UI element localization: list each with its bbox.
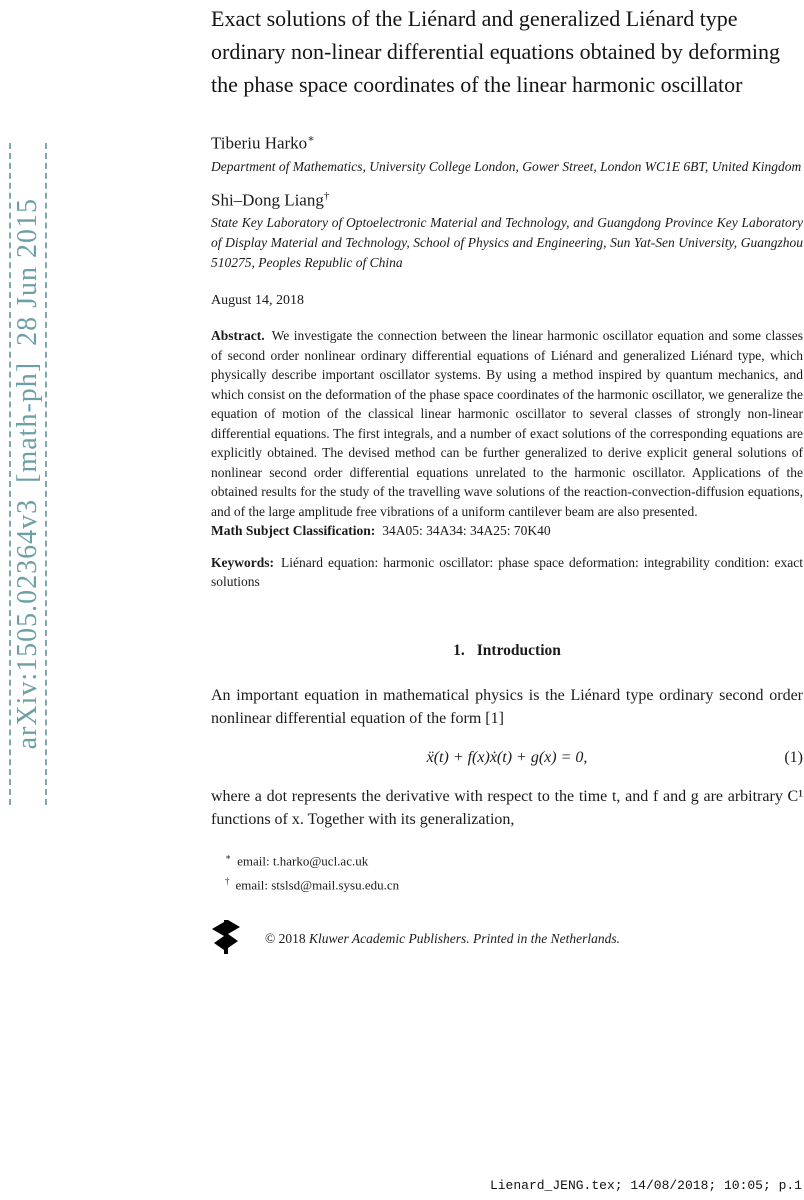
footnote-1-marker: ∗ <box>225 851 232 862</box>
msc-label: Math Subject Classification: <box>211 523 376 539</box>
abstract-text: We investigate the connection between the linear harmonic oscillator equation and some classes of second order nonlinear ordinary differential equations of Liénard and generalized Liénard type, which physically describe important oscillator systems. By using a method inspired by quantum mechanics, and which consist on the deformation of the phase space coordinates of the harmonic oscillator, we generalize the equation of motion of the classical linear harmonic oscillator to several classes of strongly non-linear differential equations. The first integrals, and a number of exact solutions of the corresponding equations are explicitly obtained. The devised method can be further generalized to derive explicit general solutions of nonlinear second order differential equations unrelated to the harmonic oscillator. Applications of the obtained results for the study of the travelling wave solutions of the reaction-convection-diffusion equations, and of the large amplitude free vibrations of a uniform cantilever beam are also presented. <box>211 328 803 519</box>
keywords-label: Keywords: <box>211 554 274 570</box>
keywords-text: Liénard equation: harmonic oscillator: phase space deformation: integrability condition: exact solutions <box>211 554 803 590</box>
footnote-2-text: email: stslsd@mail.sysu.edu.cn <box>235 877 400 893</box>
publisher-text <box>265 931 620 947</box>
author-1-affiliation: Department of Mathematics, University College London, Gower Street, London WC1E 6BT, United Kingdom <box>211 158 802 174</box>
author-1-footnote-marker: ∗ <box>307 133 315 145</box>
arxiv-sidebar-banner <box>9 143 47 805</box>
typeset-footer: Lienard_JENG.tex; 14/08/2018; 10:05; p.1 <box>489 1178 802 1193</box>
footnote-1-text: email: t.harko@ucl.ac.uk <box>237 853 369 869</box>
abstract <box>211 326 803 521</box>
copyright-year: © 2018 <box>265 931 306 947</box>
author-2-affiliation: State Key Laboratory of Optoelectronic Material and Technology, and Guangdong Province Key Laboratory of Display Material and Technology, School of Physics and Engineering, Sun Yat-Sen University, Guangzhou 510275, Peoples Republic of China <box>211 215 803 271</box>
footnotes <box>211 847 803 896</box>
paper-date: August 14, 2018 <box>211 293 304 309</box>
author-block-1 <box>211 128 803 177</box>
publisher-name: Kluwer Academic Publishers. Printed in the Netherlands. <box>309 931 620 947</box>
equation-content: ẍ(t) + f(x)ẋ(t) + g(x) = 0, <box>426 748 588 766</box>
keywords-line <box>211 553 803 592</box>
equation-1 <box>211 746 803 769</box>
author-block-2 <box>211 185 803 274</box>
footnote-2 <box>225 871 803 895</box>
arxiv-id-text: arXiv:1505.02364v3 [math-ph] 28 Jun 2015 <box>12 198 43 750</box>
msc-line <box>211 521 803 541</box>
msc-text: 34A05: 34A34: 34A25: 70K40 <box>382 523 551 539</box>
section-title: Introduction <box>476 641 561 659</box>
footnote-1 <box>225 847 803 871</box>
author-2-name <box>211 185 803 212</box>
section-heading-introduction <box>211 642 803 660</box>
kluwer-logo-icon <box>211 919 241 959</box>
section-number: 1. <box>453 641 465 659</box>
publisher-line <box>211 919 803 959</box>
intro-paragraph-2: where a dot represents the derivative with respect to the time t, and f and g are arbitrary C¹ functions of x. Together with its generalization, <box>211 787 803 828</box>
author-2-name-text: Shi–Dong Liang <box>211 190 324 210</box>
equation-number: (1) <box>784 748 803 766</box>
author-1-name-text: Tiberiu Harko <box>211 133 308 153</box>
intro-paragraph-1: An important equation in mathematical physics is the Liénard type ordinary second order nonlinear differential equation of the form [1] <box>211 686 803 727</box>
main-column <box>211 0 803 959</box>
paper-title: Exact solutions of the Liénard and generalized Liénard type ordinary non-linear differential equations obtained by deforming the phase space coordinates of the linear harmonic oscillator <box>211 6 780 97</box>
abstract-label: Abstract. <box>211 328 265 344</box>
author-1-name <box>211 128 803 155</box>
author-2-footnote-marker: † <box>323 189 330 202</box>
footnote-2-marker: † <box>225 876 230 887</box>
